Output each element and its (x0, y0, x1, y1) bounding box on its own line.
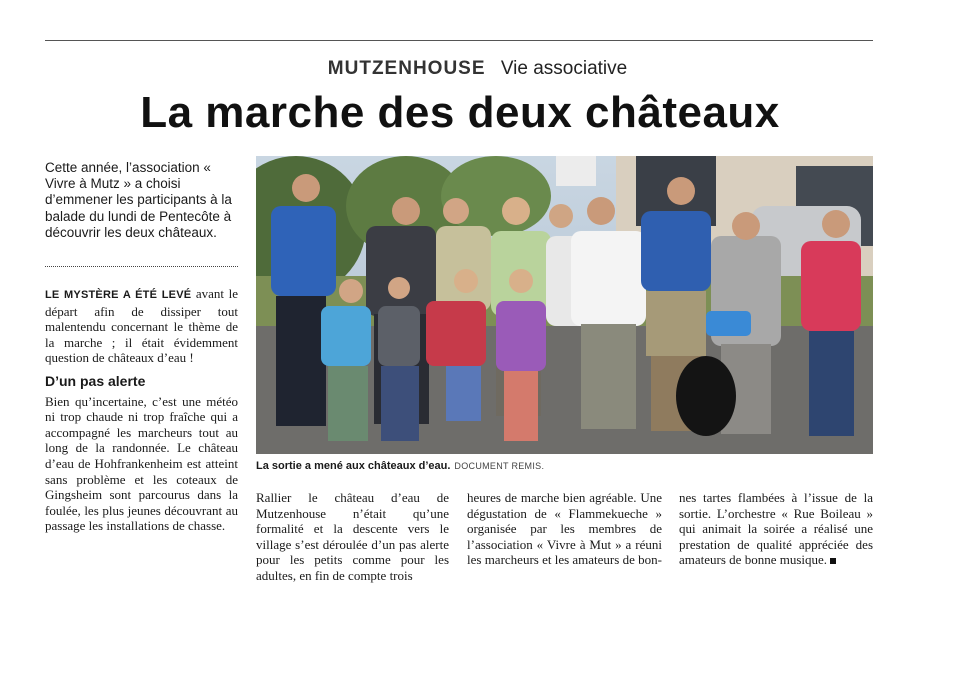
lead-text: avant le départ afin de dissiper tout malentendu concernant le thème de la marche ; il était évidemment question de châteaux d’eau ! (45, 286, 238, 366)
lead-caps: LE MYSTÈRE A ÉTÉ LEVÉ (45, 289, 192, 301)
group-photo-illustration (256, 156, 873, 454)
caption-text: La sortie a mené aux châteaux d’eau. (256, 460, 451, 472)
article-column-1 (45, 286, 238, 534)
article-column-3: heures de marche bien agréable. Une dégustation de « Flammekueche » organisée par les membres de l’association « Vivre à Mut » a réuni les marcheurs et les amateurs de bon- (467, 490, 662, 568)
subheading: D’un pas alerte (45, 372, 146, 389)
intro-paragraph: Cette année, l’association « Vivre à Mutz » a choisi d’emmener les participants à la balade du lundi de Pentecôte à découvrir les deux châteaux. (45, 160, 232, 240)
kicker (0, 58, 955, 80)
column-4-text: nes tartes flambées à l’issue de la sortie. L’orchestre « Rue Boileau » qui animait la soirée a réalisé une prestation de qualité appréciée des amateurs de bonne musique. (679, 490, 873, 568)
headline: La marche des deux châteaux (140, 88, 780, 137)
end-of-article-mark (830, 558, 836, 564)
article-column-2: Rallier le château d’eau de Mutzenhouse n’était qu’une formalité et la descente vers le village s’est déroulée d’un pas alerte pour les petits comme pour les adultes, en fin de compte trois (256, 490, 449, 583)
dotted-separator (45, 266, 238, 267)
photo-credit: DOCUMENT REMIS. (454, 461, 545, 471)
photo-caption (256, 460, 873, 472)
column-1-text: Bien qu’incertaine, c’est une météo ni trop chaude ni trop fraîche qui a accompagné les marcheurs tout au long de la randonnée. Le château d’eau de Hohfrankenheim est atteint sans problème et les coteaux de Gingsheim sont parcourus dans la foulée, les plus jeunes découvrant au passage les installations de chasse. (45, 393, 238, 534)
section-label: Vie associative (500, 58, 628, 79)
group-photo (256, 156, 873, 454)
location-label: MUTZENHOUSE (327, 58, 486, 79)
top-rule (45, 40, 873, 41)
article-column-4 (679, 490, 873, 568)
